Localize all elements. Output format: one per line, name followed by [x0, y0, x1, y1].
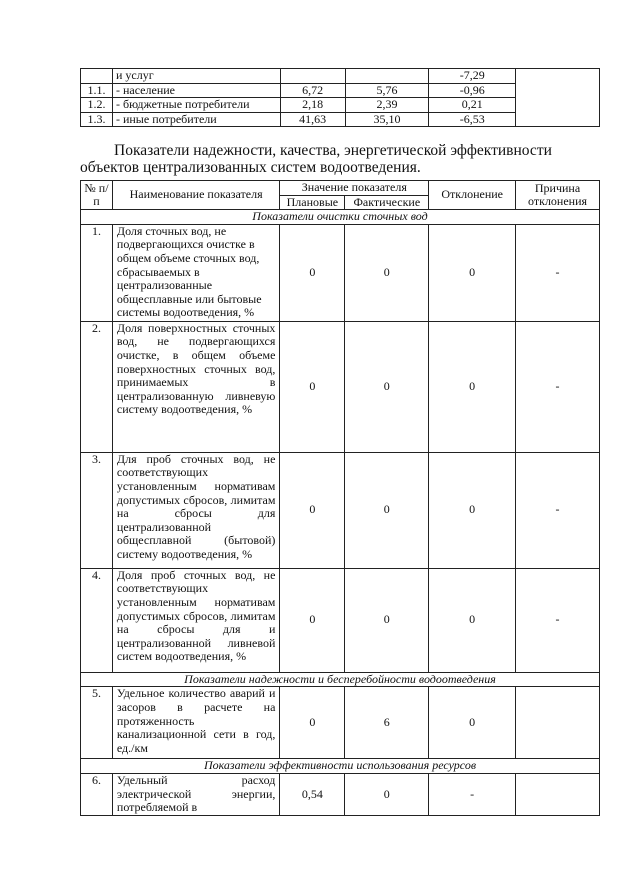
section-row: [81, 210, 600, 225]
row-number: 1.: [81, 224, 113, 321]
plan-value: 2,18: [280, 98, 345, 113]
row-number: 1.2.: [81, 98, 113, 113]
table-row: [81, 773, 600, 815]
fact-value: 0: [345, 321, 429, 452]
deviation-value: 0: [429, 321, 516, 452]
row-number: 1.3.: [81, 112, 113, 127]
reason-value: [516, 687, 600, 759]
fact-value: 35,10: [345, 112, 429, 127]
deviation-value: -: [429, 773, 516, 815]
indicator-name: Доля проб сточных вод, не соответствующих установленным нормативам допустимых сбросов, лимитам на сбросы для и централизованной ливневой систем водоотведения, %: [112, 568, 280, 672]
indicator-name: - население: [112, 83, 280, 98]
indicator-name: Для проб сточных вод, не соответствующих установленным нормативам допустимых сбросов, лимитам на сбросы для централизованной общесплавной (бытовой) систему водоотведения, %: [112, 452, 280, 568]
row-number: 5.: [81, 687, 113, 759]
deviation-value: -0,96: [429, 83, 516, 98]
row-number: 2.: [81, 321, 113, 452]
indicator-name: - иные потребители: [112, 112, 280, 127]
plan-value: 41,63: [280, 112, 345, 127]
row-number: 4.: [81, 568, 113, 672]
section-heading: Показатели надежности, качества, энергетической эффективности объектов централизованных систем водоотведения.: [80, 142, 552, 176]
fact-value: [345, 69, 429, 84]
deviation-value: 0,21: [429, 98, 516, 113]
reason-value: -: [516, 321, 600, 452]
section-title: Показатели эффективности использования ресурсов: [81, 759, 600, 774]
reason-value: -: [516, 568, 600, 672]
row-number: 3.: [81, 452, 113, 568]
table-row: [81, 687, 600, 759]
header-reason: Причина отклонения: [516, 181, 600, 210]
plan-value: [280, 69, 345, 84]
section-row: [81, 759, 600, 774]
indicator-name: Доля поверхностных сточных вод, не подвергающихся очистке, в общем объеме поверхностных сточных вод, принимаемых в централизованную ливневую систему водоотведения, %: [112, 321, 280, 452]
header-name: Наименование показателя: [112, 181, 280, 210]
header-number: № п/п: [81, 181, 113, 210]
fact-value: 0: [345, 452, 429, 568]
deviation-value: 0: [429, 687, 516, 759]
indicators-table: [80, 180, 600, 816]
reason-value: [516, 69, 600, 127]
header-fact: Фактические: [345, 195, 429, 210]
row-number: 6.: [81, 773, 113, 815]
deviation-value: 0: [429, 452, 516, 568]
plan-value: 0: [280, 321, 345, 452]
header-row: [81, 181, 600, 196]
table-row: [81, 568, 600, 672]
reason-value: -: [516, 452, 600, 568]
table-row: [81, 224, 600, 321]
table-row: [81, 321, 600, 452]
fact-value: 2,39: [345, 98, 429, 113]
indicator-name: - бюджетные потребители: [112, 98, 280, 113]
deviation-value: 0: [429, 568, 516, 672]
indicator-name: и услуг: [112, 69, 280, 84]
top-table: [80, 68, 600, 127]
indicator-name: Доля сточных вод, не подвергающихся очистке в общем объеме сточных вод, сбрасываемых в централизованные общесплавные или бытовые системы водоотведения, %: [112, 224, 280, 321]
fact-value: 0: [345, 224, 429, 321]
fact-value: 5,76: [345, 83, 429, 98]
fact-value: 0: [345, 773, 429, 815]
header-deviation: Отклонение: [429, 181, 516, 210]
row-number: 1.1.: [81, 83, 113, 98]
plan-value: 0: [280, 568, 345, 672]
deviation-value: 0: [429, 224, 516, 321]
deviation-value: -6,53: [429, 112, 516, 127]
plan-value: 0: [280, 224, 345, 321]
section-title: Показатели надежности и бесперебойности водоотведения: [81, 672, 600, 687]
fact-value: 0: [345, 568, 429, 672]
fact-value: 6: [345, 687, 429, 759]
reason-value: -: [516, 224, 600, 321]
plan-value: 0,54: [280, 773, 345, 815]
plan-value: 0: [280, 452, 345, 568]
reason-value: [516, 773, 600, 815]
section-row: [81, 672, 600, 687]
indicator-name: Удельный расход электрической энергии, потребляемой в: [112, 773, 280, 815]
table-row: [81, 69, 600, 84]
deviation-value: -7,29: [429, 69, 516, 84]
plan-value: 6,72: [280, 83, 345, 98]
section-title: Показатели очистки сточных вод: [81, 210, 600, 225]
row-number: [81, 69, 113, 84]
table-row: [81, 452, 600, 568]
header-value-group: Значение показателя: [280, 181, 429, 196]
indicator-name: Удельное количество аварий и засоров в расчете на протяженность канализационной сети в год, ед./км: [112, 687, 280, 759]
header-plan: Плановые: [280, 195, 345, 210]
plan-value: 0: [280, 687, 345, 759]
